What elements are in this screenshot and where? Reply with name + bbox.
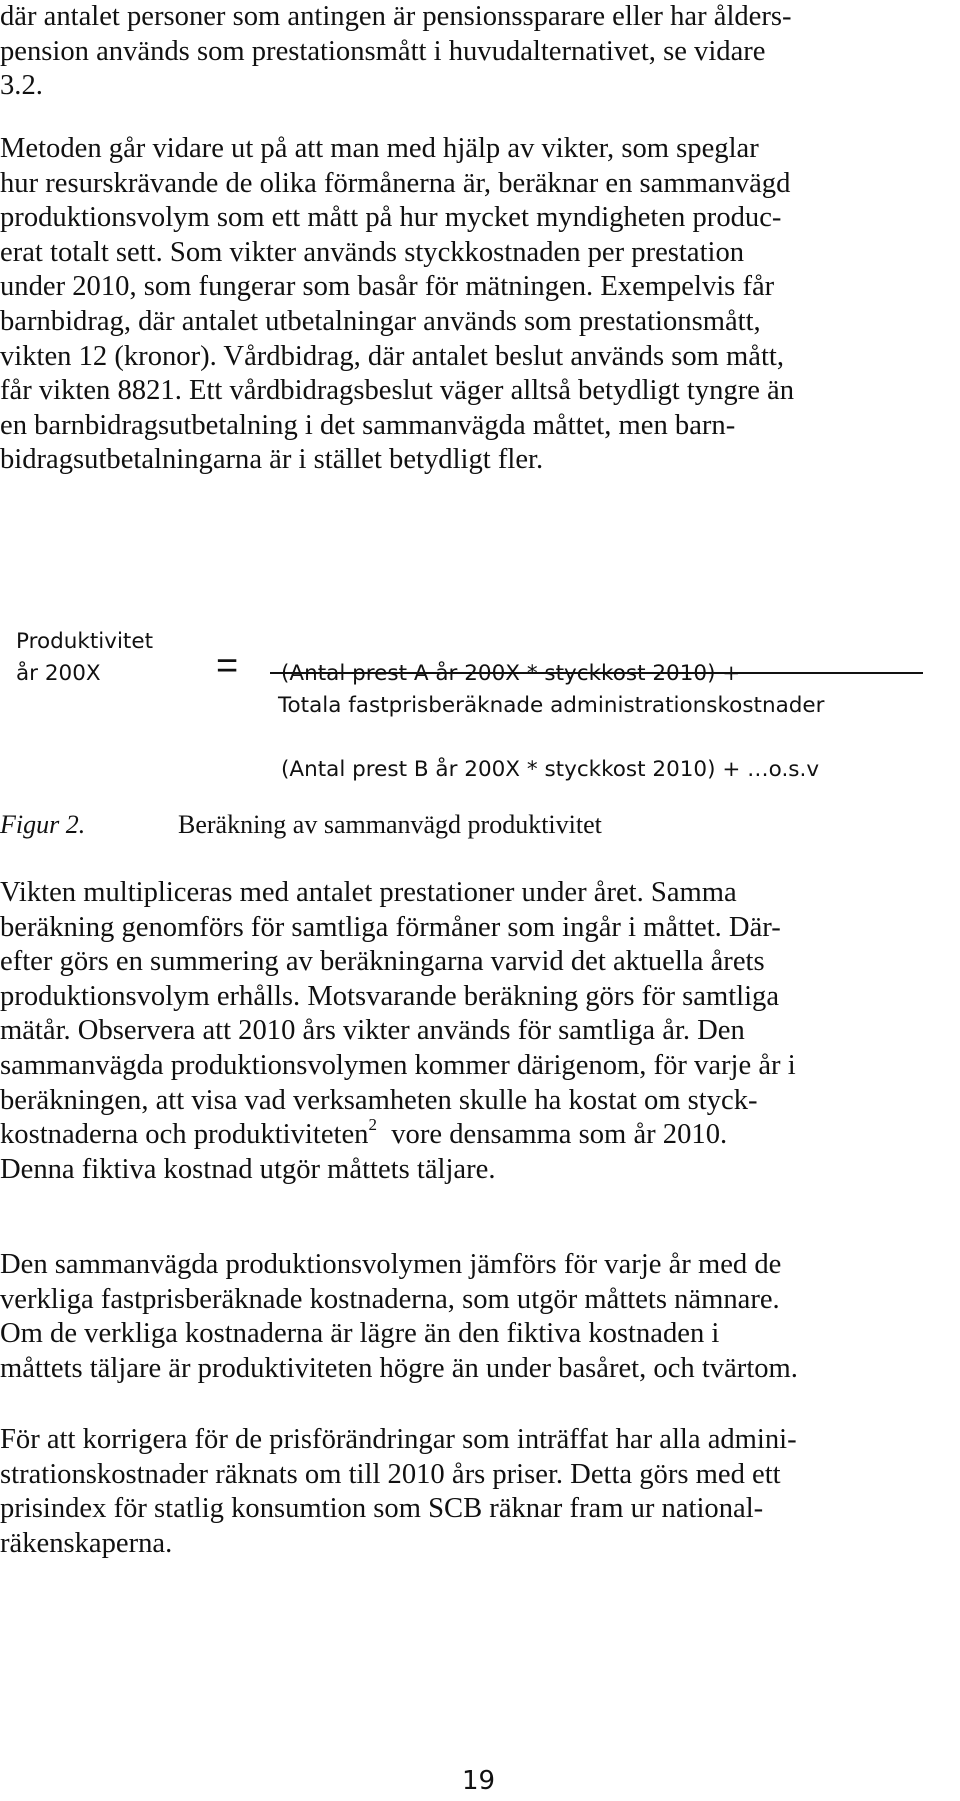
equals-sign: =: [216, 645, 239, 687]
text-line: sammanvägda produktionsvolymen kommer därigenom, för varje år i: [0, 1049, 796, 1081]
line-text: vore densamma som år 2010.: [376, 1119, 728, 1151]
formula-left-line: Produktivitet: [16, 629, 154, 654]
paragraph-4: [0, 1248, 960, 1386]
line-text: kostnaderna och produktiviteten: [0, 1119, 369, 1151]
text-line: produktionsvolym som ett mått på hur mycket myndigheten produc-: [0, 202, 782, 234]
numerator-line: (Antal prest B år 200X * styckkost 2010) + …o.s.v: [281, 757, 820, 782]
text-line: Den sammanvägda produktionsvolymen jämförs för varje år med de: [0, 1249, 782, 1280]
fraction-bar: [270, 672, 923, 674]
text-line: 3.2.: [0, 70, 43, 102]
paragraph-5: [0, 1423, 960, 1561]
text-line: beräkning genomförs för samtliga förmåner som ingår i måttet. Där-: [0, 911, 781, 943]
text-line: strationskostnader räknats om till 2010 års priser. Detta görs med ett: [0, 1458, 781, 1490]
page-number: 19: [462, 1766, 496, 1796]
text-line: Om de verkliga kostnaderna är lägre än den fiktiva kostnaden i: [0, 1318, 720, 1350]
text-line: pension används som prestationsmått i huvudalternativet, se vidare: [0, 35, 766, 67]
text-line: Metoden går vidare ut på att man med hjälp av vikter, som speglar: [0, 133, 759, 164]
text-line: får vikten 8821. Ett vårdbidragsbeslut väger alltså betydligt tyngre än: [0, 375, 795, 407]
text-line: hur resurskrävande de olika förmånerna är, beräknar en sammanvägd: [0, 167, 791, 199]
text-line: prisindex för statlig konsumtion som SCB räknar fram ur national-: [0, 1493, 764, 1525]
numerator-line: (Antal prest A år 200X * styckkost 2010) +: [281, 661, 741, 686]
paragraph-2: [0, 132, 960, 478]
text-line: produktionsvolym erhålls. Motsvarande beräkning görs för samtliga: [0, 980, 780, 1012]
text-line: Denna fiktiva kostnad utgör måttets täljare.: [0, 1153, 496, 1185]
formula-denominator: Totala fastprisberäknade administrationskostnader: [278, 693, 825, 718]
figure-label: Figur 2.: [0, 810, 86, 839]
text-line: efter görs en summering av beräkningarna varvid det aktuella årets: [0, 946, 765, 978]
text-line: en barnbidragsutbetalning i det sammanvägda måttet, men barn-: [0, 409, 736, 441]
text-line: För att korrigera för de prisförändringar som inträffat har alla admini-: [0, 1424, 797, 1455]
text-line: Vikten multipliceras med antalet prestationer under året. Samma: [0, 877, 737, 908]
paragraph-3: [0, 876, 960, 1187]
figure-title: Beräkning av sammanvägd produktivitet: [178, 810, 602, 839]
formula-left-line: år 200X: [16, 661, 101, 686]
text-line: där antalet personer som antingen är pensionssparare eller har ålders-: [0, 1, 792, 32]
text-line: erat totalt sett. Som vikter används styckkostnaden per prestation: [0, 236, 745, 268]
text-line: bidragsutbetalningarna är i stället betydligt fler.: [0, 444, 544, 476]
text-line: barnbidrag, där antalet utbetalningar används som prestationsmått,: [0, 305, 761, 337]
text-line: under 2010, som fungerar som basår för mätningen. Exempelvis får: [0, 271, 775, 303]
text-line: verkliga fastprisberäknade kostnaderna, som utgör måttets nämnare.: [0, 1283, 780, 1315]
formula-left-side: [16, 626, 153, 690]
paragraph-1: [0, 0, 960, 104]
footnote-ref[interactable]: 2: [368, 1115, 377, 1135]
text-line: måttets täljare är produktiviteten högre än under basåret, och tvärtom.: [0, 1352, 798, 1384]
text-line-with-footnote: [0, 1115, 960, 1153]
text-line: beräkningen, att visa vad verksamheten skulle ha kostat om styck-: [0, 1084, 758, 1116]
text-line: mätår. Observera att 2010 års vikter används för samtliga år. Den: [0, 1015, 745, 1047]
text-line: räkenskaperna.: [0, 1527, 173, 1559]
text-line: vikten 12 (kronor). Vårdbidrag, där antalet beslut används som mått,: [0, 340, 785, 372]
